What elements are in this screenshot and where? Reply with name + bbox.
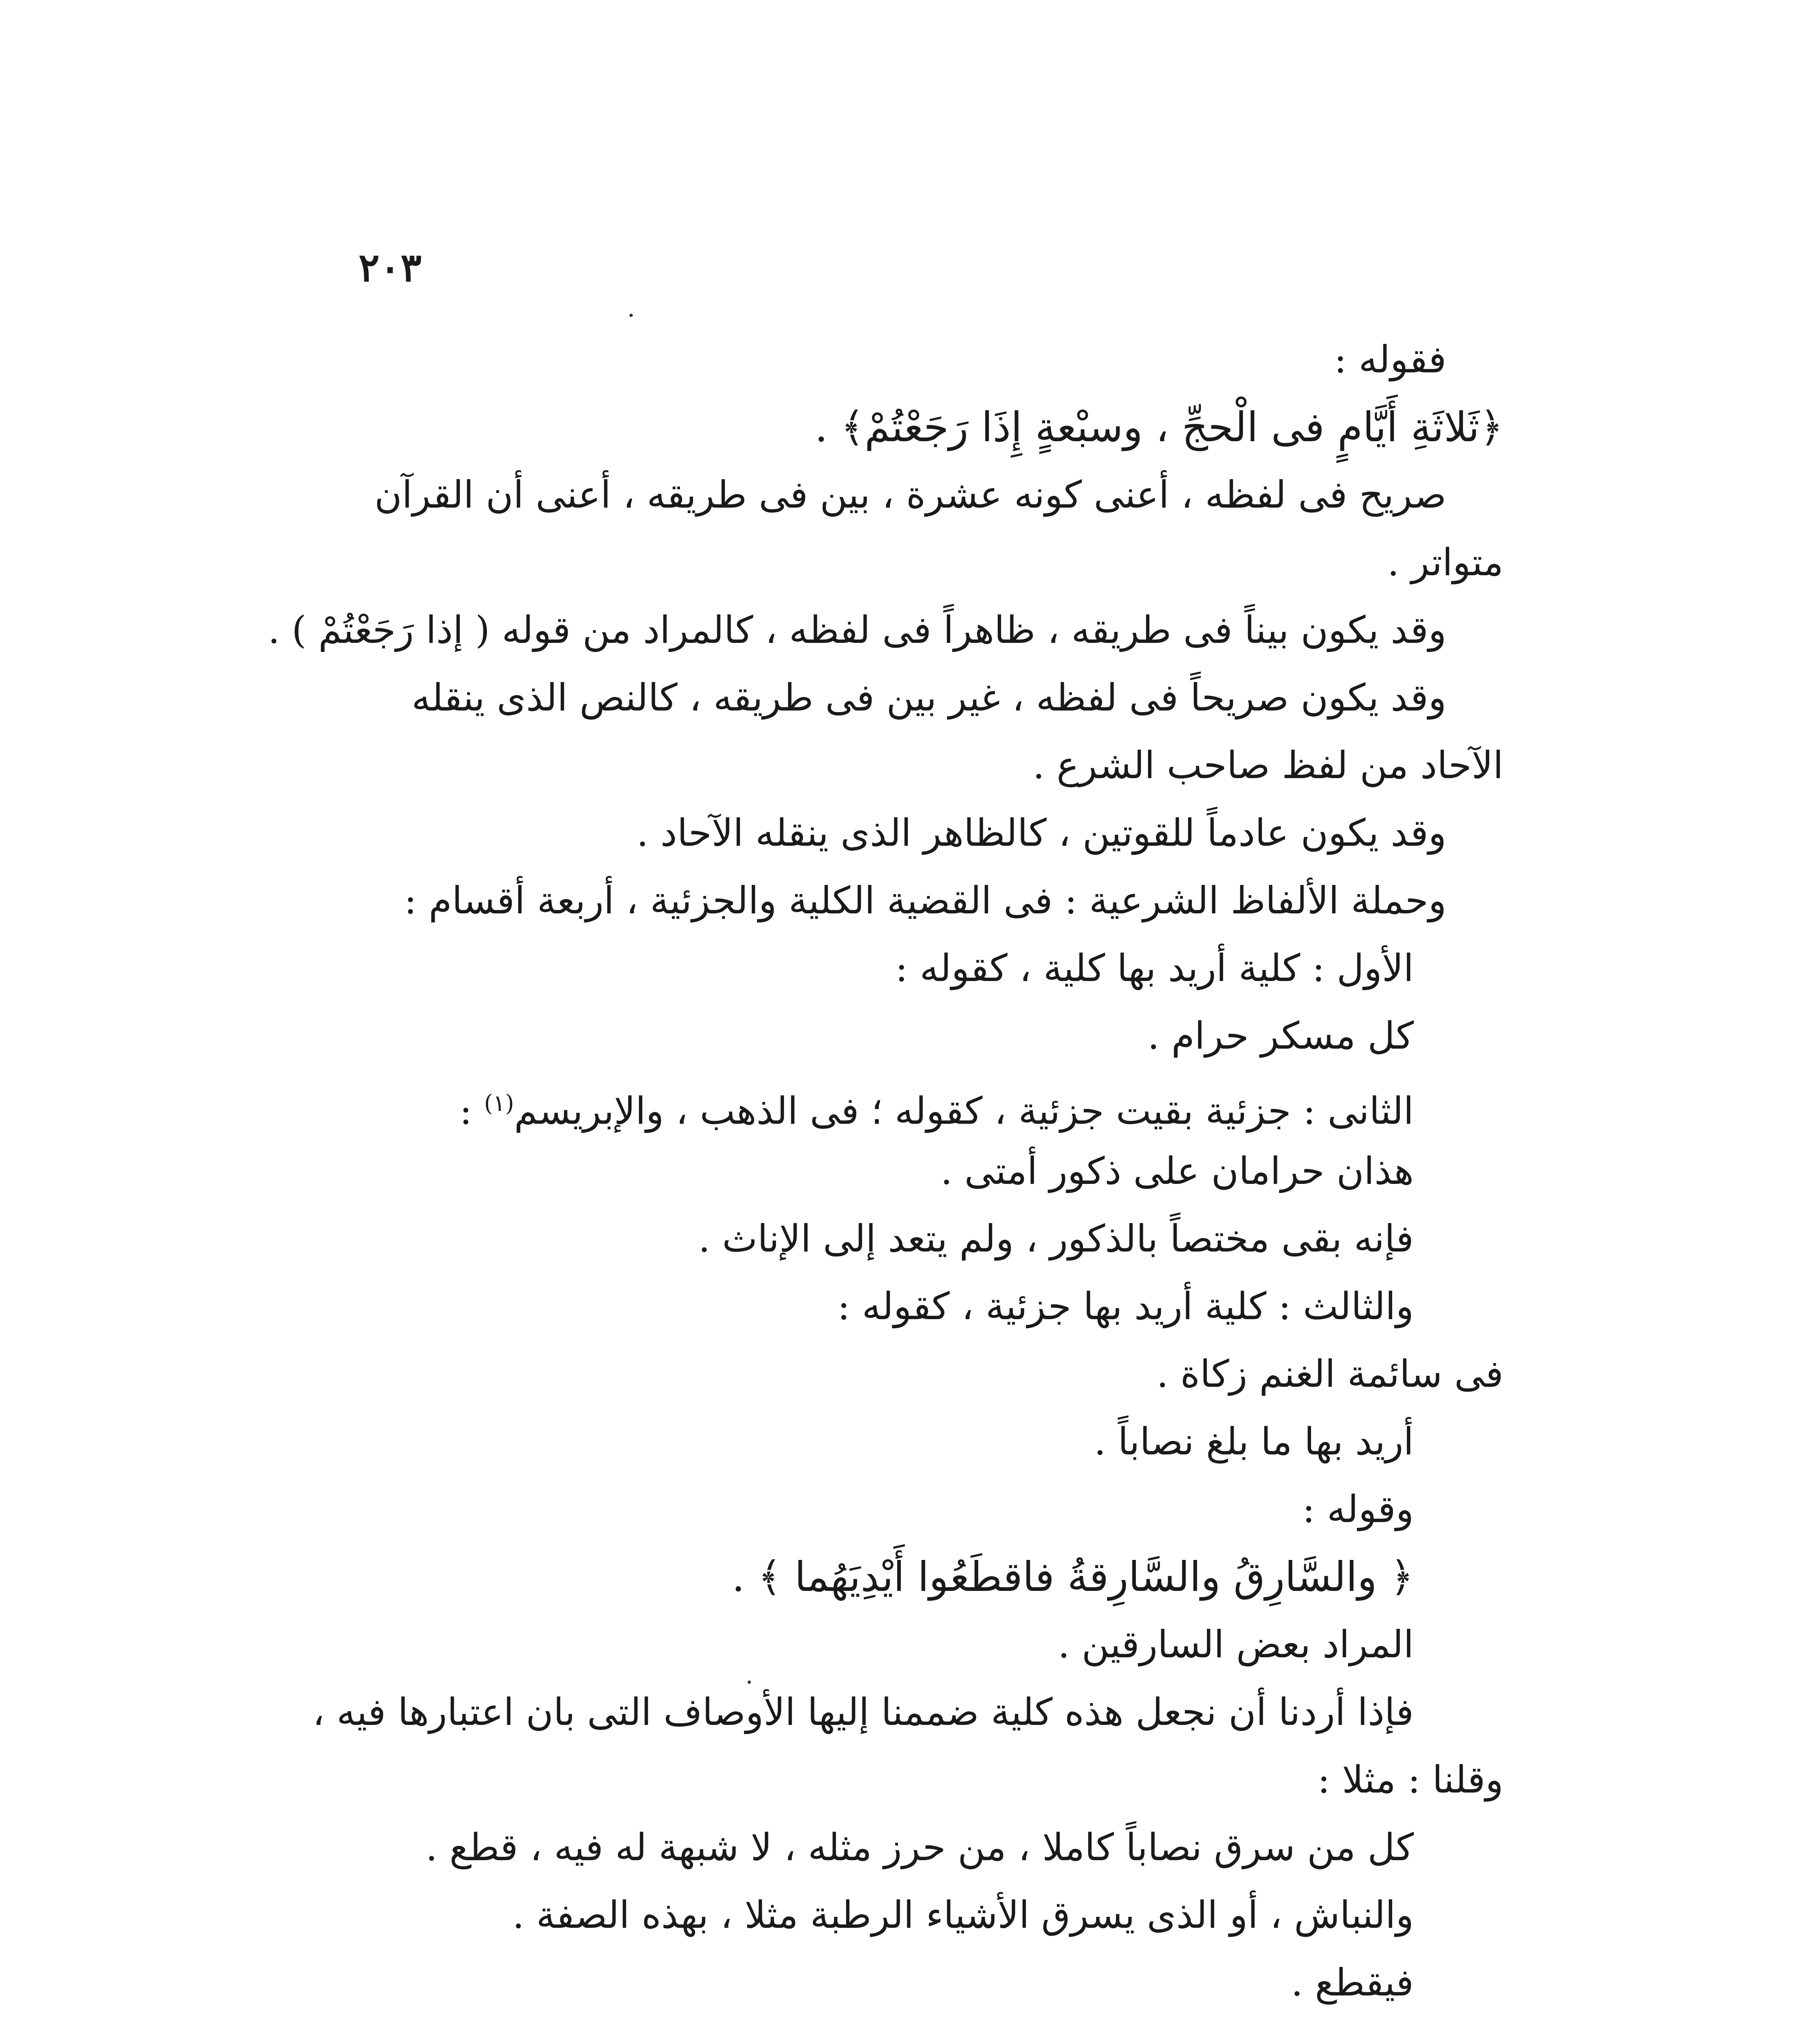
text-line: والثالث : كلية أريد بها جزئية ، كقوله : <box>837 1285 1414 1328</box>
text-line: فقوله : <box>1334 338 1446 381</box>
text-line: وقد يكون عادماً للقوتين ، كالظاهر الذى ينقله الآحاد . <box>636 811 1446 855</box>
text-line: هذان حرامان على ذكور أمتى . <box>940 1149 1414 1193</box>
main-text <box>268 326 1503 2017</box>
text-line: فإنه بقى مختصاً بالذكور ، ولم يتعد إلى الإناث . <box>698 1217 1414 1260</box>
text-line: وقوله : <box>1302 1487 1414 1531</box>
text-line: وقد يكون بيناً فى طريقه ، ظاهراً فى لفظه ، كالمراد من قوله ( إذا رَجَعْتُمْ ) . <box>268 608 1446 652</box>
footnote-marker: (١) <box>484 1090 514 1117</box>
text-line: وحملة الألفاظ الشرعية : فى القضية الكلية والجزئية ، أربعة أقسام : <box>404 879 1446 922</box>
text-line: صريح فى لفظه ، أعنى كونه عشرة ، بين فى طريقه ، أعنى أن القرآن <box>374 473 1446 517</box>
quran-verse-line: ﴿ والسَّارِقُ والسَّارِقةُ فاقطَعُوا أَيْدِيَهُما ﴾ . <box>732 1553 1414 1601</box>
text-line: المراد بعض السارقين . <box>1058 1623 1414 1666</box>
text-line: الثانى : جزئية بقيت جزئية ، كقوله ؛ فى الذهب ، والإبريسم$^{(١)}$ : <box>459 1089 1414 1133</box>
text-line: الأول : كلية أريد بها كلية ، كقوله : <box>895 946 1414 990</box>
text-line: متواتر . <box>1387 541 1503 584</box>
text-line: فإذا أردنا أن نجعل هذه كلية ضممنا إليها الأوصاف التى بان اعتبارها فيه ، <box>313 1690 1414 1734</box>
quran-verse-line: ﴿ثَلاثَةِ أَيَّامٍ فى الْحجِّ ، وسبْعةٍ إِذَا رَجَعْتُمْ﴾ . <box>814 403 1503 451</box>
text-line: أريد بها ما بلغ نصاباً . <box>1094 1420 1414 1463</box>
text-line: فى سائمة الغنم زكاة . <box>1156 1352 1503 1396</box>
text-line: فيقطع . <box>1291 1961 1414 2004</box>
page-number: ٢٠٣ <box>359 244 422 290</box>
text-line: كل من سرق نصاباً كاملا ، من حرز مثله ، لا شبهة له فيه ، قطع . <box>425 1826 1414 1869</box>
text-line: والنباش ، أو الذى يسرق الأشياء الرطبة مثلا ، بهذه الصفة . <box>512 1893 1414 1937</box>
ink-speck <box>629 314 633 317</box>
text-line: وقد يكون صريحاً فى لفظه ، غير بين فى طريقه ، كالنص الذى ينقله <box>412 676 1446 719</box>
text-line: كل مسكر حرام . <box>1147 1014 1414 1058</box>
text-line: الآحاد من لفظ صاحب الشرع . <box>1032 744 1503 787</box>
text-line: وقلنا : مثلا : <box>1317 1758 1503 1802</box>
